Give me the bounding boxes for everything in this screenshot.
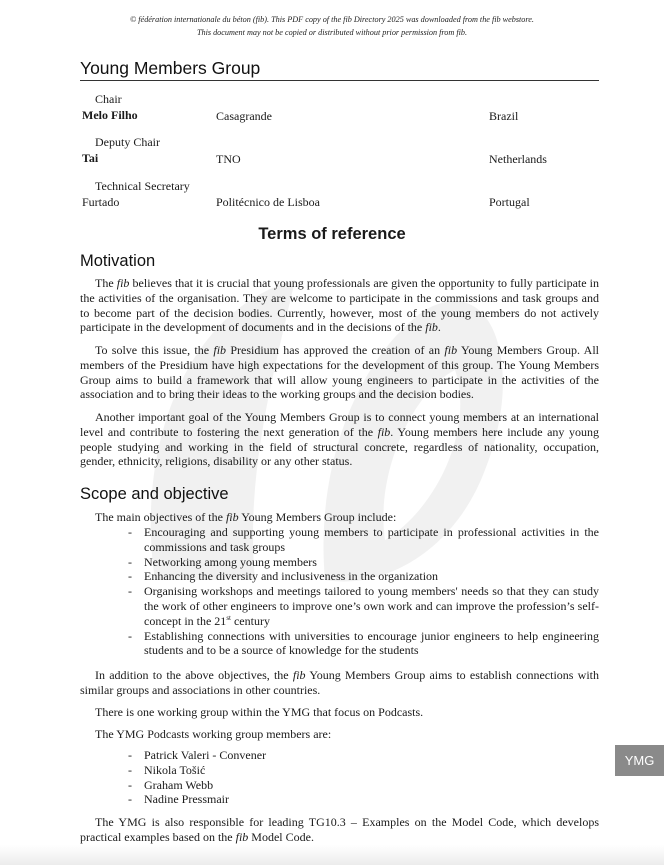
section-header [80,58,599,81]
podcast-members-intro: The YMG Podcasts working group members are: [95,727,332,741]
copyright-line-1: © fédération internationale du béton (fib). This PDF copy of the fib Directory 2025 was downloaded from the fib webstore. [130,15,534,24]
officer-organisation-chair: Casagrande [216,109,272,123]
motivation-paragraph-1: The fib believes that it is crucial that young professionals are given the opportunity to fully participate in the activities of the organisation. They are welcome to participate in the commissions and task groups and to become part of the decision bodies. Currently, however, most of the young members do not actively participate in the development of documents and in the decisions of the fib. [80,276,599,335]
officer-organisation-technical-secretary: Politécnico de Lisboa [216,195,320,209]
tg-paragraph: The YMG is also responsible for leading TG10.3 – Examples on the Model Code, which develops practical examples based on the fib Model Code. [80,815,599,844]
section-title: Young Members Group [80,58,261,78]
podcast-member-item: - Graham Webb [128,778,599,793]
podcast-member-item: - Nikola Tošić [128,763,599,778]
objective-item: - Networking among young members [128,555,599,570]
officer-name-technical-secretary: Furtado [82,195,120,209]
ymg-side-tab[interactable]: YMG [615,745,664,776]
officer-role-technical-secretary: Technical Secretary [95,179,190,193]
objective-item: - Encouraging and supporting young members to participate in professional activities in the commissions and task groups [128,525,599,555]
scope-heading: Scope and objective [80,485,229,503]
officer-name-deputy-chair: Tai [82,151,99,165]
officer-organisation-deputy-chair: TNO [216,152,241,166]
objective-item: - Enhancing the diversity and inclusiveness in the organization [128,569,599,584]
objective-item: - Establishing connections with universities to encourage junior engineers to help engineering students and to be a source of knowledge for the students [128,629,599,659]
objective-item: - Organising workshops and meetings tailored to young members' needs so that they can study the work of other engineers to improve one’s own work and can improve the profession’s self-concept in the 21st century [128,584,599,628]
podcast-member-item: - Patrick Valeri - Convener [128,748,599,763]
page-bottom-shade [0,845,664,865]
podcast-member-item: - Nadine Pressmair [128,792,599,807]
copyright-line-2: This document may not be copied or distributed without prior permission from fib. [196,27,468,37]
motivation-paragraph-3: Another important goal of the Young Members Group is to connect young members at an international level and contribute to fostering the next generation of the fib. Young members here include any young people studying and working in the field of structural concrete, regardless of nationality, occupation, gender, ethnicity, religions, disability or any other status. [80,410,599,469]
officer-country-chair: Brazil [489,109,519,123]
podcast-members-list [128,748,599,807]
working-group-paragraph: There is one working group within the YMG that focus on Podcasts. [95,705,424,719]
scope-intro: The main objectives of the fib Young Members Group include: [95,510,397,524]
objectives-list [128,525,599,658]
copyright-notice [0,14,664,39]
officer-name-chair: Melo Filho [82,108,138,122]
officer-country-deputy-chair: Netherlands [489,152,547,166]
motivation-paragraph-2: To solve this issue, the fib Presidium has approved the creation of an fib Young Members Group. All members of the Presidium have high expectations for the development of this group. The Young Members Group aims to build a framework that will allow young engineers to participate in the activities of the association and to bring their ideas to the working groups and the decision bodies. [80,343,599,402]
officer-country-technical-secretary: Portugal [489,195,530,209]
terms-of-reference-title: Terms of reference [258,225,406,243]
officer-role-deputy-chair: Deputy Chair [95,135,160,149]
additional-objectives-paragraph: In addition to the above objectives, the fib Young Members Group aims to establish connections with similar groups and associations in other countries. [80,668,600,697]
officer-role-chair: Chair [95,92,122,106]
motivation-heading: Motivation [80,252,156,270]
